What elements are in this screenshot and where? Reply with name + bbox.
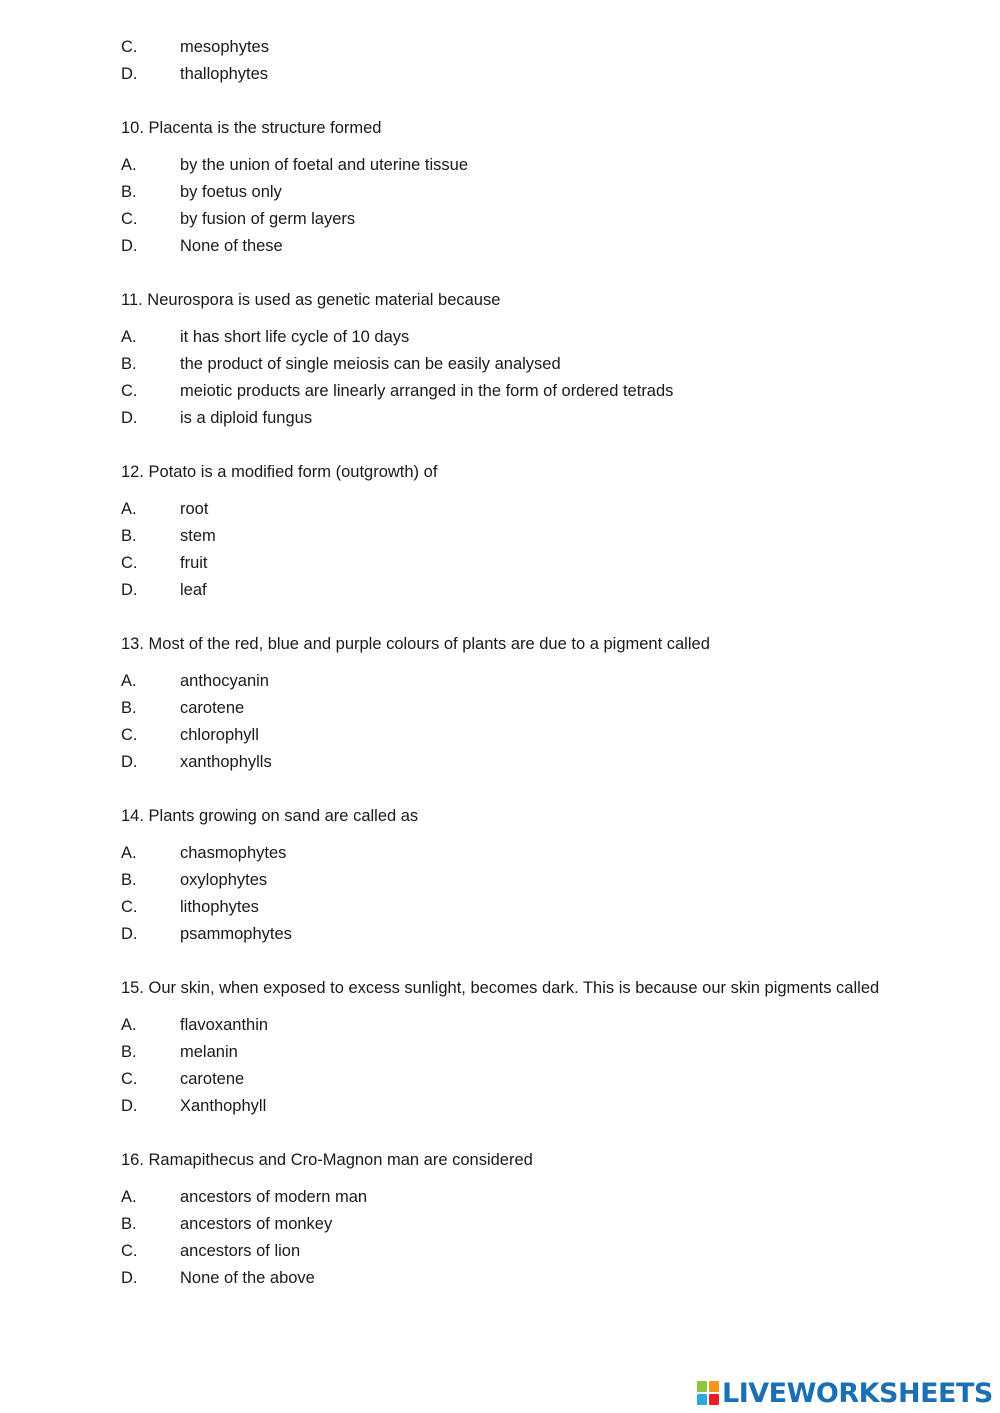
option-letter: C. <box>121 38 138 56</box>
option-letter: D. <box>121 925 138 943</box>
option-letter: C. <box>121 382 138 400</box>
option-letter: D. <box>121 237 138 255</box>
option-text: None of these <box>180 237 283 255</box>
question-15 <box>121 975 881 1120</box>
liveworksheets-logo <box>697 1378 993 1408</box>
answer-option[interactable] <box>121 496 881 523</box>
answer-option[interactable] <box>121 179 881 206</box>
answer-option[interactable] <box>121 1012 881 1039</box>
option-letter: C. <box>121 1070 138 1088</box>
question-14 <box>121 803 881 948</box>
option-text: is a diploid fungus <box>180 409 313 427</box>
option-text: carotene <box>180 1070 245 1088</box>
liveworksheets-logo-icon <box>697 1381 719 1405</box>
answer-option[interactable] <box>121 1093 881 1120</box>
option-text: anthocyanin <box>180 672 269 690</box>
option-text: thallophytes <box>180 65 269 83</box>
option-text: by foetus only <box>180 183 282 201</box>
option-letter: C. <box>121 1242 138 1260</box>
question-title: 11. Neurospora is used as genetic material because <box>121 291 501 309</box>
answer-option[interactable] <box>121 1039 881 1066</box>
option-text: leaf <box>180 581 207 599</box>
option-text: Xanthophyll <box>180 1097 267 1115</box>
answer-option[interactable] <box>121 324 881 351</box>
option-text: xanthophylls <box>180 753 272 771</box>
option-letter: D. <box>121 65 138 83</box>
option-letter: D. <box>121 753 138 771</box>
option-letter: C. <box>121 554 138 572</box>
option-text: by fusion of germ layers <box>180 210 356 228</box>
option-text: oxylophytes <box>180 871 268 889</box>
answer-option[interactable] <box>121 695 881 722</box>
option-text: by the union of foetal and uterine tissue <box>180 156 469 174</box>
option-text: None of the above <box>180 1269 315 1287</box>
question-12 <box>121 459 881 604</box>
option-letter: A. <box>121 328 137 346</box>
option-text: chlorophyll <box>180 726 259 744</box>
question-title: 15. Our skin, when exposed to excess sunlight, becomes dark. This is because our skin pigments called <box>121 979 880 997</box>
answer-option[interactable] <box>121 749 881 776</box>
option-text: chasmophytes <box>180 844 287 862</box>
option-text: mesophytes <box>180 38 269 56</box>
option-text: the product of single meiosis can be easily analysed <box>180 355 561 373</box>
brand-text: LIVEWORKSHEETS <box>722 1377 993 1409</box>
option-text: melanin <box>180 1043 238 1061</box>
option-text: meiotic products are linearly arranged in the form of ordered tetrads <box>180 382 674 400</box>
answer-option[interactable] <box>121 152 881 179</box>
answer-option[interactable] <box>121 61 881 88</box>
option-text: lithophytes <box>180 898 259 916</box>
question-16 <box>121 1147 881 1292</box>
answer-option[interactable] <box>121 894 881 921</box>
answer-option[interactable] <box>121 1184 881 1211</box>
option-letter: B. <box>121 1215 137 1233</box>
question-title: 10. Placenta is the structure formed <box>121 119 382 137</box>
option-letter: A. <box>121 156 137 174</box>
option-text: psammophytes <box>180 925 292 943</box>
question-title: 13. Most of the red, blue and purple colours of plants are due to a pigment called <box>121 635 710 653</box>
option-text: root <box>180 500 209 518</box>
option-text: ancestors of monkey <box>180 1215 333 1233</box>
question-13 <box>121 631 881 776</box>
option-letter: B. <box>121 871 137 889</box>
option-text: flavoxanthin <box>180 1016 269 1034</box>
option-letter: A. <box>121 1188 137 1206</box>
option-letter: A. <box>121 500 137 518</box>
option-text: carotene <box>180 699 245 717</box>
worksheet-page <box>121 34 881 1292</box>
question-10 <box>121 115 881 260</box>
answer-option[interactable] <box>121 668 881 695</box>
option-letter: B. <box>121 183 137 201</box>
answer-option[interactable] <box>121 1265 881 1292</box>
question-title: 14. Plants growing on sand are called as <box>121 807 419 825</box>
answer-option[interactable] <box>121 550 881 577</box>
option-letter: D. <box>121 409 138 427</box>
option-letter: C. <box>121 210 138 228</box>
option-text: it has short life cycle of 10 days <box>180 328 410 346</box>
answer-option[interactable] <box>121 351 881 378</box>
question-11 <box>121 287 881 432</box>
option-text: fruit <box>180 554 208 572</box>
answer-option[interactable] <box>121 722 881 749</box>
answer-option[interactable] <box>121 206 881 233</box>
question-9-continued <box>121 34 881 88</box>
option-text: ancestors of modern man <box>180 1188 368 1206</box>
option-letter: D. <box>121 1097 138 1115</box>
option-letter: B. <box>121 1043 137 1061</box>
option-letter: C. <box>121 898 138 916</box>
option-letter: B. <box>121 699 137 717</box>
question-title: 12. Potato is a modified form (outgrowth) of <box>121 463 438 481</box>
option-letter: B. <box>121 355 137 373</box>
option-letter: A. <box>121 672 137 690</box>
option-text: ancestors of lion <box>180 1242 301 1260</box>
answer-option[interactable] <box>121 921 881 948</box>
option-letter: A. <box>121 844 137 862</box>
answer-option[interactable] <box>121 1066 881 1093</box>
answer-option[interactable] <box>121 1211 881 1238</box>
option-letter: B. <box>121 527 137 545</box>
answer-option[interactable] <box>121 577 881 604</box>
answer-option[interactable] <box>121 1238 881 1265</box>
answer-option[interactable] <box>121 840 881 867</box>
option-letter: D. <box>121 581 138 599</box>
question-title: 16. Ramapithecus and Cro-Magnon man are considered <box>121 1151 533 1169</box>
answer-option[interactable] <box>121 378 881 405</box>
answer-option[interactable] <box>121 233 881 260</box>
answer-option[interactable] <box>121 867 881 894</box>
option-letter: C. <box>121 726 138 744</box>
option-text: stem <box>180 527 216 545</box>
option-letter: D. <box>121 1269 138 1287</box>
answer-option[interactable] <box>121 405 881 432</box>
option-letter: A. <box>121 1016 137 1034</box>
answer-option[interactable] <box>121 523 881 550</box>
answer-option[interactable] <box>121 34 881 61</box>
